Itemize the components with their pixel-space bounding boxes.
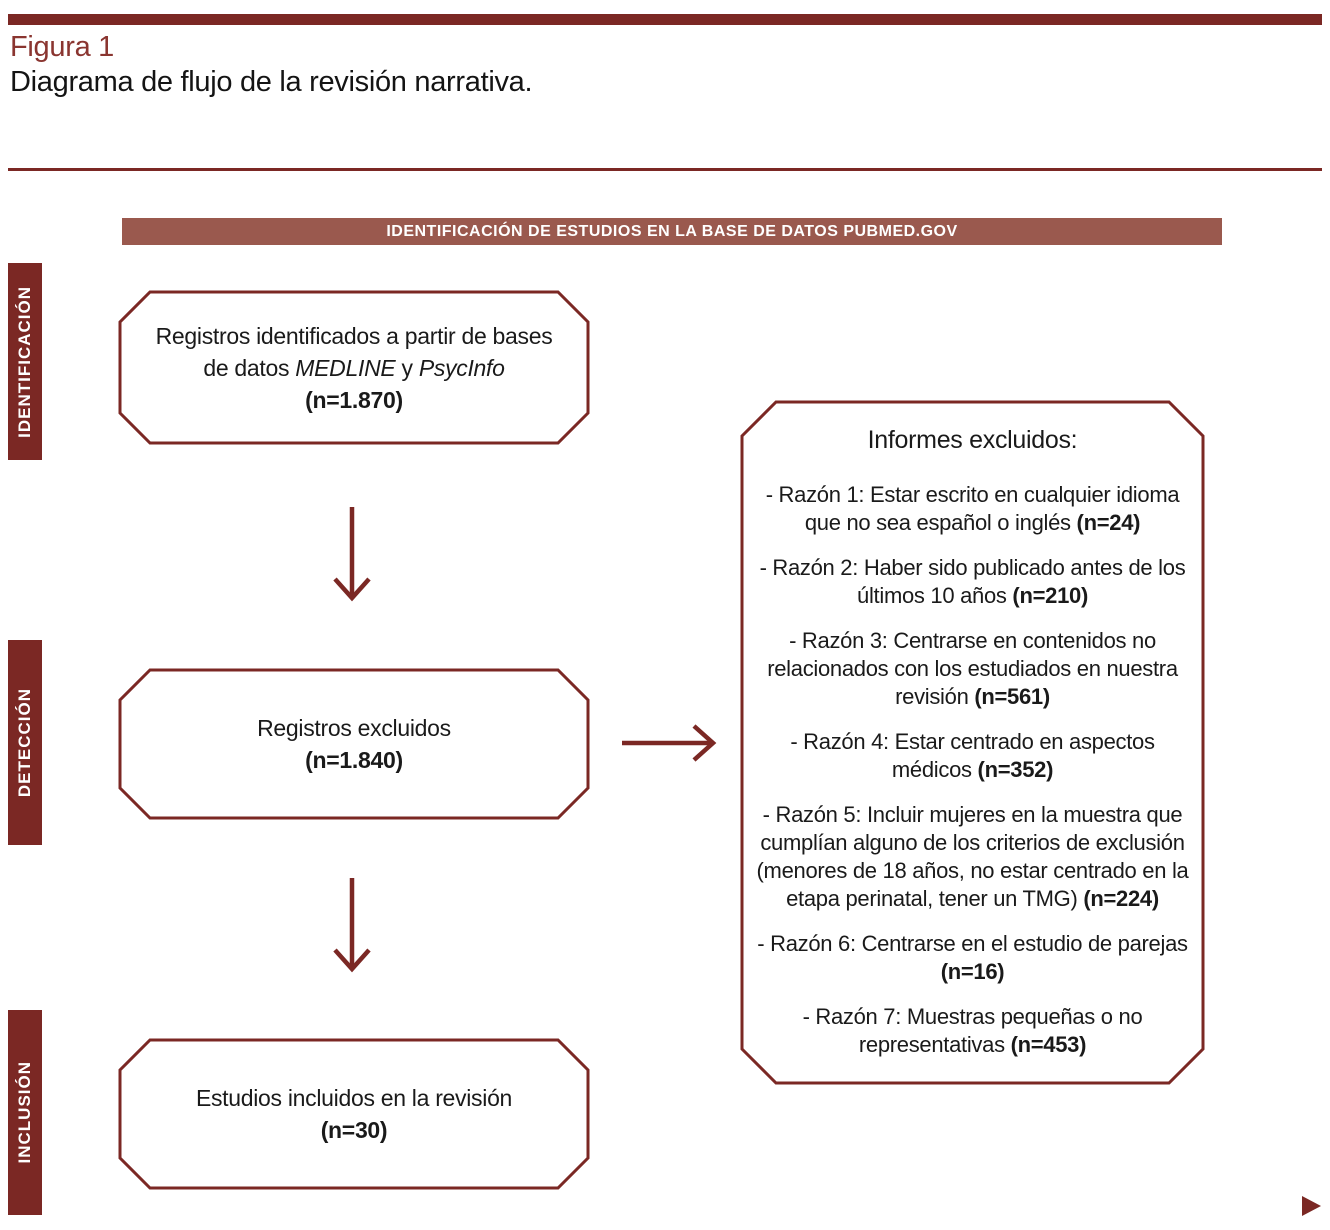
exclusion-reason-2: - Razón 2: Haber sido publicado antes de los últimos 10 años (n=210) xyxy=(759,555,1186,608)
identified-line1: Registros identificados a partir de bases xyxy=(155,322,553,349)
box-records-identified xyxy=(118,290,590,445)
excluded-title: Registros excluidos xyxy=(257,715,451,741)
top-rule xyxy=(8,14,1322,25)
arrow-right-excluded-to-reasons xyxy=(618,721,718,765)
box-studies-included xyxy=(118,1038,590,1190)
stage-label-identificacion: IDENTIFICACIÓN xyxy=(15,285,34,438)
stage-bar-deteccion xyxy=(8,640,42,845)
excluded-count: (n=1.840) xyxy=(305,747,403,773)
box-records-identified-text xyxy=(118,290,590,445)
exclusion-panel-title: Informes excluidos: xyxy=(867,426,1078,454)
identified-line2: de datos MEDLINE y PsycInfo xyxy=(203,354,505,381)
stage-label-inclusion: INCLUSIÓN xyxy=(15,1061,34,1164)
medline-italic: MEDLINE xyxy=(295,354,396,381)
banner-label: IDENTIFICACIÓN DE ESTUDIOS EN LA BASE DE DATOS PUBMED.GOV xyxy=(386,222,958,240)
arrow-down-identified-to-excluded xyxy=(330,505,374,605)
box-studies-included-text xyxy=(118,1038,590,1190)
panel-exclusion-reasons-text xyxy=(740,400,1205,1085)
exclusion-reason-1: - Razón 1: Estar escrito en cualquier idioma que no sea español o inglés (n=24) xyxy=(765,482,1180,535)
psycinfo-italic: PsycInfo xyxy=(418,354,505,381)
identified-count: (n=1.870) xyxy=(305,386,403,413)
exclusion-reason-5: - Razón 5: Incluir mujeres en la muestra que cumplían alguno de los criterios de exclusión (menores de 18 años, no estar centrado en la etapa perinatal, tener un TMG) (n=224) xyxy=(756,802,1189,911)
exclusion-reason-4: - Razón 4: Estar centrado en aspectos médicos (n=352) xyxy=(790,729,1155,782)
box-records-excluded xyxy=(118,668,590,820)
next-page-triangle-icon xyxy=(1302,1196,1322,1216)
stage-bar-inclusion xyxy=(8,1010,42,1215)
exclusion-reason-7: - Razón 7: Muestras pequeñas o no representativas (n=453) xyxy=(802,1004,1143,1057)
arrow-down-excluded-to-included xyxy=(330,876,374,976)
identification-banner xyxy=(122,218,1222,245)
stage-bar-identificacion xyxy=(8,263,42,460)
exclusion-reason-6: - Razón 6: Centrarse en el estudio de parejas (n=16) xyxy=(757,931,1188,984)
box-records-excluded-text xyxy=(118,668,590,820)
included-title: Estudios incluidos en la revisión xyxy=(195,1085,513,1111)
figure-caption: Diagrama de flujo de la revisión narrativa. xyxy=(10,66,533,98)
figure-label: Figura 1 xyxy=(10,31,114,63)
panel-exclusion-reasons xyxy=(740,400,1205,1085)
divider-rule xyxy=(8,168,1322,171)
exclusion-reason-3: - Razón 3: Centrarse en contenidos no relacionados con los estudiados en nuestra revisión (n=561) xyxy=(767,628,1178,709)
stage-label-deteccion: DETECCIÓN xyxy=(15,687,34,798)
included-count: (n=30) xyxy=(320,1117,388,1143)
